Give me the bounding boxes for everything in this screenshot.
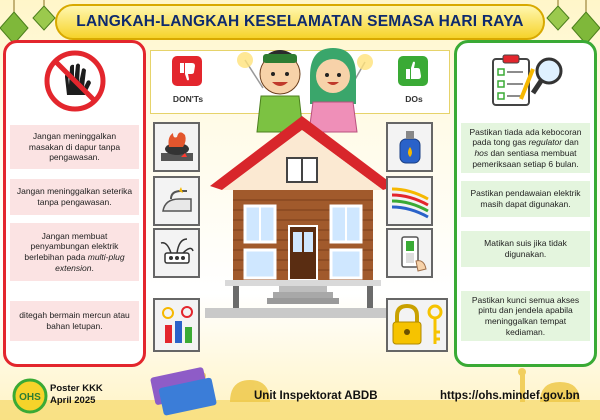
donts-label: DON'Ts [172,94,204,104]
dont-item-2: Jangan meninggalkan seterika tanpa pengawasan. [10,179,139,215]
poster-title: LANGKAH-LANGKAH KESELAMATAN SEMASA HARI RAYA [76,13,524,30]
dont-item-1: Jangan meninggalkan masakan di dapur tanpa pengawasan. [10,125,139,169]
dont-item-3-end: . [91,262,94,273]
dos-label: DOs [405,94,423,104]
website-link[interactable]: https://ohs.mindef.gov.bn [440,390,580,402]
do-item-3: Matikan suis jika tidak digunakan. [461,231,590,267]
dont-item-3 [10,223,139,281]
do-item-1-mid: dan [562,137,579,148]
dont-item-3-em: multi-plug extension [55,252,125,273]
padlock-key-icon [386,298,448,352]
poster-code: Poster KKK [50,383,103,394]
ohs-logo-text: OHS [19,392,41,403]
do-item-1-text: Pastikan tiada ada kebocoran pada tong gas [469,126,582,148]
unit-name: Unit Inspektorat ABDB [254,390,378,402]
dos-panel [454,40,597,367]
dont-item-3-text: Jangan membuat penyambungan elektrik berlebihan pada [24,230,119,262]
thumbs-down-icon [172,56,202,86]
checklist-magnifier-icon [481,49,571,113]
fireworks-icon [153,298,200,352]
wiring-icon [386,176,433,226]
do-item-2: Pastikan pendawaian elektrik masih dapat digunakan. [461,181,590,217]
house-illustration [205,108,400,318]
do-item-1 [461,123,590,173]
donts-panel [3,40,146,367]
thumbs-up-icon [398,56,428,86]
do-item-1-em1: regulator [528,137,563,148]
title-banner [55,4,545,40]
do-item-1-end: dan sentiasa membuat pemeriksaan setiap 6 bulan. [472,148,579,169]
iron-icon [153,176,200,226]
multi-plug-icon [153,228,200,278]
dont-item-4: ditegah bermain mercun atau bahan letupan. [10,301,139,341]
do-item-4: Pastikan kunci semua akses pintu dan jendela apabila meninggalkan tempat kediaman. [461,291,590,341]
stop-hand-icon [43,49,107,113]
ohs-logo [12,378,48,414]
gas-tank-icon [386,122,433,172]
stove-fire-icon [153,122,200,172]
dos-header [457,43,594,119]
poster-date: April 2025 [50,395,96,406]
switch-icon [386,228,433,278]
do-item-1-em2: hos [474,148,489,158]
donts-header [6,43,143,119]
